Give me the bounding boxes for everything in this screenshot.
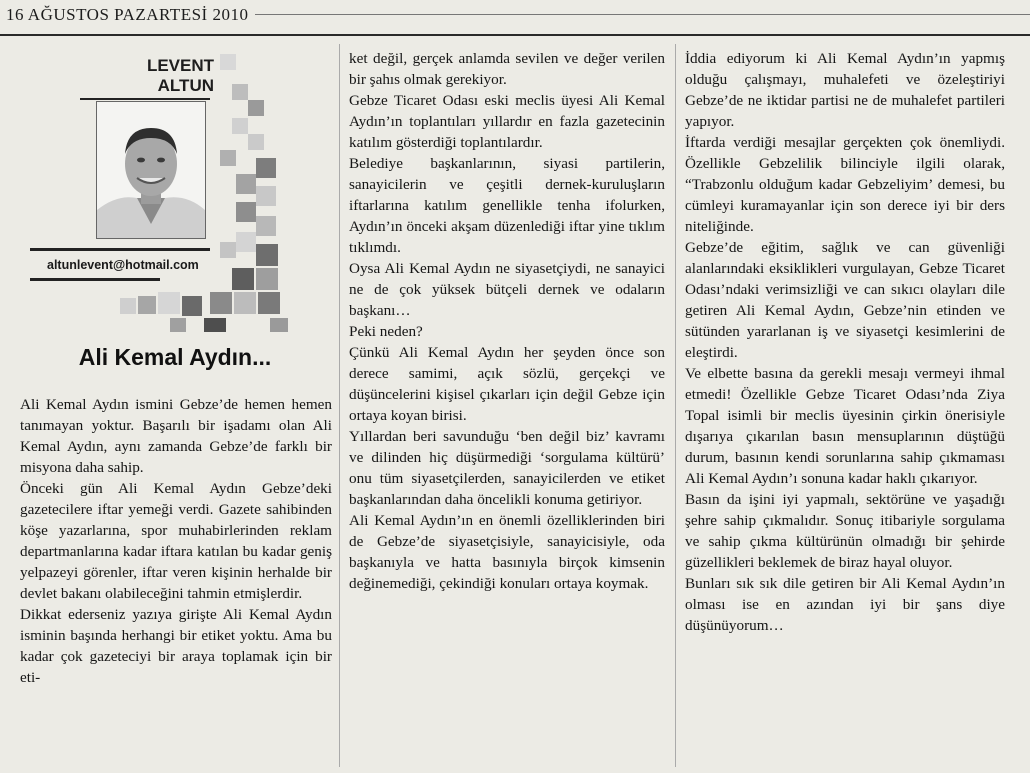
mosaic-square — [248, 100, 264, 116]
mosaic-square — [220, 54, 236, 70]
paragraph: Gebze Ticaret Odası eski meclis üyesi Ali Kemal Aydın’ın toplantıları yıllardır en fazla gazetecinin katılım gösterdiği toplantılardır. — [349, 92, 665, 151]
mosaic-square — [232, 118, 248, 134]
mosaic-square — [232, 84, 248, 100]
paragraph: Gebze’de eğitim, sağlık ve can güvenliği alanlarındaki eksiklikleri vurgulayan, Gebze Ticaret Odası’ndaki verimsizliği ve can sıkıcı olayları dile getiren Ali Kemal Aydın, Gebze’nin etinden ve sütünden yararlanan iş ve siyasetçi kesimlerini de eleştirdi. — [685, 239, 1005, 361]
paragraph: Bunları sık sık dile getiren bir Ali Kemal Aydın’ın olması ise en azından iyi bir şans diye düşünüyorum… — [685, 575, 1005, 634]
column-divider-2 — [675, 44, 676, 767]
paragraph: Ve elbette basına da gerekli mesajı vermeyi ihmal etmedi! Özellikle Gebze Ticaret Odası’nda Ziya Topal isimli bir meclis üyesinin çirkin önerisiyle dışarıya çıkarılan basın mensuplarının düştüğü durum, basının kendi sorunlarına sahip çıkmaması Ali Kemal Aydın’ı sonuna kadar haklı çıkarıyor. — [685, 365, 1005, 487]
paragraph: Çünkü Ali Kemal Aydın her şeyden önce son derece samimi, açık sözlü, gerçekçi ve düşüncelerini kişisel çıkarları için değil Gebze için ortaya koyan birisi. — [349, 344, 665, 424]
paragraph: Yıllardan beri savunduğu ‘ben değil biz’ kavramı ve dilinden hiç düşürmediği ‘sorgulama kültürü’ onu tüm siyasetçilerden, sanayicilerden ve etiket başkanlarından daha öncelikli konuma getiriyor. — [349, 428, 665, 508]
author-first-name: LEVENT — [146, 56, 214, 75]
paragraph: Önceki gün Ali Kemal Aydın Gebze’deki gazetecilere iftar yemeği verdi. Gazete sahibinden köşe yazarlarına, spor muhabirlerinden reklam departmanlarına kadar iftara katılan bu kadar geniş yelpazeyi görenler, iftar veren kişinin herhalde bir devlet bakanı olabileceğini tahmin etmişlerdir. — [20, 480, 332, 602]
mosaic-square — [158, 292, 180, 314]
paragraph: İddia ediyorum ki Ali Kemal Aydın’ın yapmış olduğu çalışmayı, muhalefeti ve özeleştiriyi Gebze’de ne iktidar partisi ne de muhalefet partileri yapıyor. — [685, 50, 1005, 130]
mosaic-square — [236, 202, 256, 222]
author-photo — [96, 101, 206, 239]
author-last-name: ALTUN — [157, 76, 214, 95]
author-box — [20, 46, 320, 346]
paragraph: ket değil, gerçek anlamda sevilen ve değer verilen bir şahıs olmak gerekiyor. — [349, 50, 665, 88]
paragraph: Peki neden? — [349, 323, 423, 340]
photo-bottom-rule — [30, 248, 210, 251]
mosaic-square — [182, 296, 202, 316]
article-headline: Ali Kemal Aydın... — [78, 344, 272, 370]
mosaic-square — [256, 268, 278, 290]
author-portrait-image — [97, 102, 205, 238]
page-header — [0, 0, 1030, 36]
mosaic-square — [210, 292, 232, 314]
mosaic-square — [220, 242, 236, 258]
mosaic-square — [236, 174, 256, 194]
email-rule — [30, 278, 160, 281]
mosaic-square — [120, 298, 136, 314]
mosaic-square — [256, 186, 276, 206]
mosaic-square — [204, 318, 226, 332]
paragraph: Ali Kemal Aydın’ın en önemli özelliklerinden biri de Gebze’de siyasetçisiyle, sanayicisiyle, oda başkanıyla ve hatta basınıyla birçok kimsenin değinemediği, çekindiği konuları ortaya koymak. — [349, 512, 665, 592]
column-divider-1 — [339, 44, 340, 767]
mosaic-square — [256, 216, 276, 236]
mosaic-square — [138, 296, 156, 314]
photo-top-rule — [80, 98, 210, 100]
article-column-1 — [20, 394, 332, 688]
mosaic-square — [232, 268, 254, 290]
mosaic-square — [256, 244, 278, 266]
header-rule — [255, 14, 1030, 15]
paragraph: Ali Kemal Aydın ismini Gebze’de hemen hemen tanımayan yoktur. Başarılı bir işadamı olan Ali Kemal Aydın, aynı zamanda Gebze’de farklı bir misyona daha sahip. — [20, 396, 332, 476]
author-email: altunlevent@hotmail.com — [47, 258, 199, 272]
mosaic-square — [256, 158, 276, 178]
mosaic-square — [220, 150, 236, 166]
paragraph: Basın da işini iyi yapmalı, sektörüne ve yaşadığı şehre sahip çıkmalıdır. Sonuç itibariyle sorgulama ve sahip çıkma kültürünün olmadığı bir şehirde güzellikleri beklemek de biraz hayal oluyor. — [685, 491, 1005, 571]
paragraph: Dikkat ederseniz yazıya girişte Ali Kemal Aydın isminin başında herhangi bir etiket yoktu. Ama bu kadar çok gazeteciyi bir araya toplamak için bir eti- — [20, 606, 332, 686]
mosaic-square — [234, 292, 256, 314]
mosaic-square — [236, 232, 256, 252]
article-column-2 — [349, 48, 665, 594]
mosaic-square — [248, 134, 264, 150]
paragraph: Oysa Ali Kemal Aydın ne siyasetçiydi, ne sanayici ne de çok yüksek bütçeli dernek ve odaların başkanı… — [349, 260, 665, 319]
paragraph: İftarda verdiği mesajlar gerçekten çok önemliydi. Özellikle Gebzelilik bilinciyle ilgili olarak, “Trabzonlu olduğum kadar Gebzeliyim’ demesi, bu cümleyi kuramayanlar için son derece iyi bir ders niteliğinde. — [685, 134, 1005, 235]
mosaic-square — [258, 292, 280, 314]
author-name — [147, 56, 214, 96]
mosaic-square — [270, 318, 288, 332]
page-date: 16 AĞUSTOS PAZARTESİ 2010 — [6, 5, 249, 24]
article-column-3 — [685, 48, 1005, 636]
paragraph: Belediye başkanlarının, siyasi partilerin, sanayicilerin ve çeşitli dernek-kuruluşların iftarlarına katılım genellikle tenha ifolurken, Aydın’ın önceki akşam düzenlediği iftar yine tıklım tıklımdı. — [349, 155, 665, 256]
mosaic-square — [170, 318, 186, 332]
